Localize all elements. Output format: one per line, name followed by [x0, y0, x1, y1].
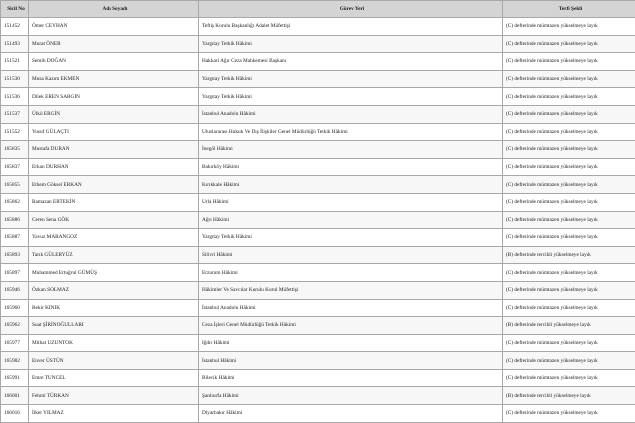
cell-sicil-no: 165960: [1, 299, 29, 317]
cell-gorev-yeri: Ağrı Hâkimi: [199, 211, 503, 229]
cell-gorev-yeri: Erzurum Hâkimi: [199, 264, 503, 282]
header-adi-soyadi: Adı Soyadı: [29, 1, 199, 18]
cell-sicil-no: 151521: [1, 53, 29, 71]
table-row: [1, 53, 635, 71]
cell-gorev-yeri: Yargıtay Tetkik Hâkimi: [199, 35, 503, 53]
cell-terfi-sekli: (C) defterinde mümtazen yükselmeye layık: [503, 35, 635, 53]
cell-gorev-yeri: Urla Hâkimi: [199, 193, 503, 211]
table-row: [1, 105, 635, 123]
cell-sicil-no: 165887: [1, 229, 29, 247]
cell-gorev-yeri: Bakırköy Hâkimi: [199, 158, 503, 176]
table-row: [1, 352, 635, 370]
cell-gorev-yeri: Teftiş Kurulu Başkanlığı Adalet Müfettişi: [199, 18, 503, 36]
header-row: [1, 1, 635, 18]
cell-adi-soyadi: Bekir KINIK: [29, 299, 199, 317]
cell-sicil-no: 165897: [1, 264, 29, 282]
cell-adi-soyadi: Mustafa DURAN: [29, 141, 199, 159]
cell-sicil-no: 165946: [1, 281, 29, 299]
header-sicil-no: Sicil No: [1, 1, 29, 18]
table-body: [1, 18, 635, 423]
table-row: [1, 281, 635, 299]
cell-gorev-yeri: Şanlıurfa Hâkimi: [199, 387, 503, 405]
cell-terfi-sekli: (C) defterinde mümtazen yükselmeye layık: [503, 229, 635, 247]
cell-sicil-no: 165855: [1, 176, 29, 194]
cell-terfi-sekli: (C) defterinde mümtazen yükselmeye layık: [503, 70, 635, 88]
cell-adi-soyadi: Ülkü ERGİN: [29, 105, 199, 123]
cell-sicil-no: 151452: [1, 18, 29, 36]
cell-sicil-no: 165893: [1, 246, 29, 264]
cell-adi-soyadi: Muhammed Ertuğrul GÜMÜŞ: [29, 264, 199, 282]
cell-sicil-no: 165837: [1, 158, 29, 176]
cell-terfi-sekli: (C) defterinde mümtazen yükselmeye layık: [503, 105, 635, 123]
table-row: [1, 88, 635, 106]
table-row: [1, 193, 635, 211]
table-row: [1, 176, 635, 194]
cell-adi-soyadi: Murat ÖNER: [29, 35, 199, 53]
cell-sicil-no: 165991: [1, 369, 29, 387]
cell-adi-soyadi: Suat ŞİRİNOĞULLARI: [29, 317, 199, 335]
cell-terfi-sekli: (B) defterinde tercihli yükselmeye layık: [503, 246, 635, 264]
cell-sicil-no: 166016: [1, 405, 29, 423]
cell-adi-soyadi: Dilek EREN SARGIN: [29, 88, 199, 106]
cell-sicil-no: 165835: [1, 141, 29, 159]
cell-terfi-sekli: (B) defterinde tercihli yükselmeye layık: [503, 317, 635, 335]
cell-terfi-sekli: (C) defterinde mümtazen yükselmeye layık: [503, 123, 635, 141]
cell-sicil-no: 166001: [1, 387, 29, 405]
cell-terfi-sekli: (C) defterinde mümtazen yükselmeye layık: [503, 264, 635, 282]
table-row: [1, 141, 635, 159]
table-row: [1, 18, 635, 36]
cell-gorev-yeri: Yargıtay Tetkik Hâkimi: [199, 229, 503, 247]
header-gorev-yeri: Görev Yeri: [199, 1, 503, 18]
cell-gorev-yeri: Uluslararası Hukuk Ve Dış İlişkiler Genel Müdürlüğü Tetkik Hâkimi: [199, 123, 503, 141]
cell-adi-soyadi: Emre TUNCEL: [29, 369, 199, 387]
cell-sicil-no: 165977: [1, 334, 29, 352]
table-row: [1, 299, 635, 317]
cell-adi-soyadi: Ethem Göksel ERKAN: [29, 176, 199, 194]
cell-terfi-sekli: (C) defterinde mümtazen yükselmeye layık: [503, 352, 635, 370]
cell-adi-soyadi: Fehmi TÜRKAN: [29, 387, 199, 405]
cell-terfi-sekli: (C) defterinde mümtazen yükselmeye layık: [503, 176, 635, 194]
cell-terfi-sekli: (B) defterinde tercihli yükselmeye layık: [503, 387, 635, 405]
cell-adi-soyadi: Ramazan ERTEKİN: [29, 193, 199, 211]
cell-terfi-sekli: (C) defterinde mümtazen yükselmeye layık: [503, 369, 635, 387]
cell-gorev-yeri: Yargıtay Tetkik Hâkimi: [199, 70, 503, 88]
cell-adi-soyadi: Semih DOĞAN: [29, 53, 199, 71]
cell-terfi-sekli: (C) defterinde mümtazen yükselmeye layık: [503, 299, 635, 317]
cell-adi-soyadi: Ömer CEYHAN: [29, 18, 199, 36]
cell-sicil-no: 165886: [1, 211, 29, 229]
cell-adi-soyadi: Enver ÜSTÜN: [29, 352, 199, 370]
cell-sicil-no: 151530: [1, 70, 29, 88]
cell-gorev-yeri: Ceza İşleri Genel Müdürlüğü Tetkik Hâkimi: [199, 317, 503, 335]
cell-sicil-no: 165982: [1, 352, 29, 370]
cell-gorev-yeri: Kırıkkale Hâkimi: [199, 176, 503, 194]
cell-adi-soyadi: Erkan DURHAN: [29, 158, 199, 176]
cell-sicil-no: 151493: [1, 35, 29, 53]
table-row: [1, 70, 635, 88]
header-terfi-sekli: Terfi Şekli: [503, 1, 635, 18]
cell-gorev-yeri: Bilecik Hâkimi: [199, 369, 503, 387]
cell-sicil-no: 151537: [1, 105, 29, 123]
cell-adi-soyadi: Mithat UZUNTOK: [29, 334, 199, 352]
cell-gorev-yeri: Yargıtay Tetkik Hâkimi: [199, 88, 503, 106]
table-row: [1, 123, 635, 141]
cell-gorev-yeri: Silivri Hâkimi: [199, 246, 503, 264]
cell-gorev-yeri: İstanbul Hâkimi: [199, 352, 503, 370]
cell-adi-soyadi: Yusuf GÜLAÇTI: [29, 123, 199, 141]
cell-gorev-yeri: İstanbul Anadolu Hâkimi: [199, 105, 503, 123]
cell-terfi-sekli: (C) defterinde mümtazen yükselmeye layık: [503, 53, 635, 71]
cell-terfi-sekli: (C) defterinde mümtazen yükselmeye layık: [503, 158, 635, 176]
cell-adi-soyadi: İlker YILMAZ: [29, 405, 199, 423]
cell-terfi-sekli: (C) defterinde mümtazen yükselmeye layık: [503, 88, 635, 106]
cell-sicil-no: 151552: [1, 123, 29, 141]
table-row: [1, 158, 635, 176]
cell-sicil-no: 165862: [1, 193, 29, 211]
table-row: [1, 229, 635, 247]
cell-terfi-sekli: (C) defterinde mümtazen yükselmeye layık: [503, 141, 635, 159]
cell-gorev-yeri: Iğdır Hâkimi: [199, 334, 503, 352]
cell-gorev-yeri: Hâkimler Ve Savcılar Kurulu Kurul Müfettişi: [199, 281, 503, 299]
cell-sicil-no: 151536: [1, 88, 29, 106]
cell-adi-soyadi: Tarık GÜLERYÜZ: [29, 246, 199, 264]
table-row: [1, 405, 635, 423]
table-row: [1, 211, 635, 229]
table-row: [1, 246, 635, 264]
cell-terfi-sekli: (C) defterinde mümtazen yükselmeye layık: [503, 334, 635, 352]
table-row: [1, 264, 635, 282]
cell-terfi-sekli: (C) defterinde mümtazen yükselmeye layık: [503, 405, 635, 423]
cell-adi-soyadi: Yavuz MARANGOZ: [29, 229, 199, 247]
cell-adi-soyadi: Özkan SOLMAZ: [29, 281, 199, 299]
cell-terfi-sekli: (C) defterinde mümtazen yükselmeye layık: [503, 18, 635, 36]
table-row: [1, 35, 635, 53]
cell-gorev-yeri: Hakkari Ağır Ceza Mahkemesi Başkanı: [199, 53, 503, 71]
cell-adi-soyadi: Musa Kazım EKMEN: [29, 70, 199, 88]
table-row: [1, 317, 635, 335]
cell-gorev-yeri: Diyarbakır Hâkimi: [199, 405, 503, 423]
cell-gorev-yeri: İstanbul Anadolu Hâkimi: [199, 299, 503, 317]
cell-terfi-sekli: (C) defterinde mümtazen yükselmeye layık: [503, 281, 635, 299]
cell-sicil-no: 165962: [1, 317, 29, 335]
table-row: [1, 369, 635, 387]
cell-terfi-sekli: (C) defterinde mümtazen yükselmeye layık: [503, 211, 635, 229]
cell-terfi-sekli: (C) defterinde mümtazen yükselmeye layık: [503, 193, 635, 211]
cell-adi-soyadi: Ceren Sena GÖK: [29, 211, 199, 229]
cell-gorev-yeri: İnegöl Hâkimi: [199, 141, 503, 159]
table-row: [1, 334, 635, 352]
